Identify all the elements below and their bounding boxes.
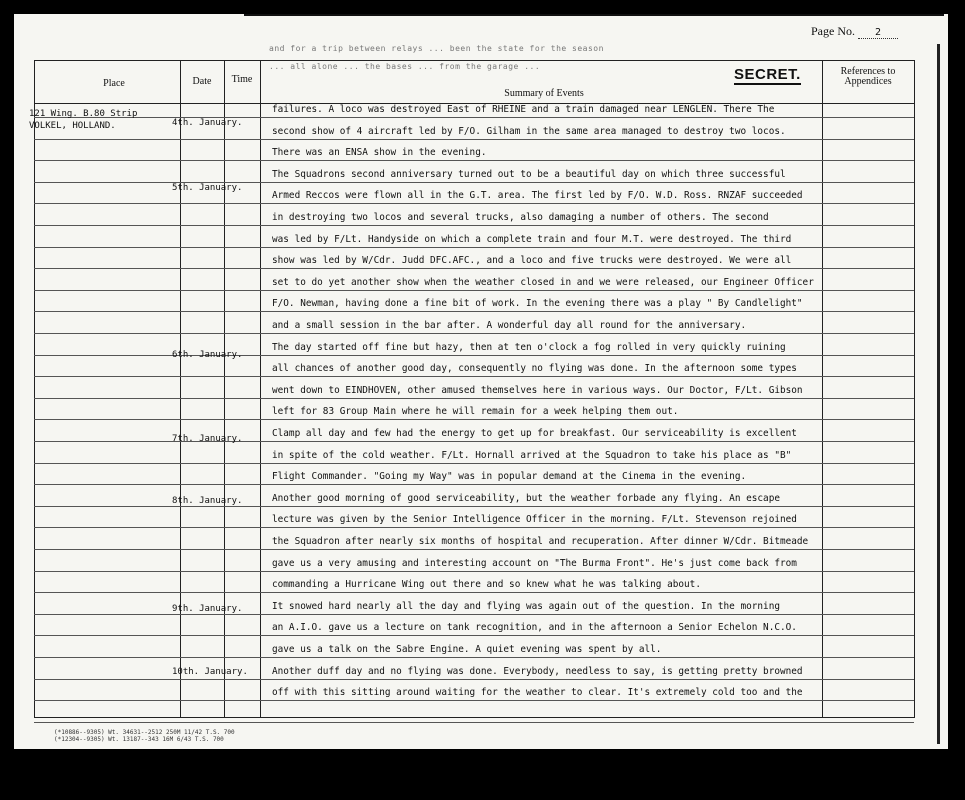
ruled-line (34, 700, 914, 701)
summary-line: Clamp all day and few had the energy to get up for breakfast. Our serviceability is excellent (272, 428, 797, 439)
ruled-line (34, 203, 914, 204)
summary-line: an A.I.O. gave us a lecture on tank recognition, and in the afternoon a Senior Echelon N.C.O. (272, 622, 797, 634)
summary-line: Armed Reccos were flown all in the G.T. area. The first led by F/O. W.D. Ross. RNZAF succeeded (272, 190, 803, 202)
col-header-references: References to Appendices (840, 66, 896, 87)
date-entry: 6th. January. (172, 350, 243, 360)
ruled-line (34, 441, 914, 442)
summary-line: The Squadrons second anniversary turned out to be a beautiful day on which three successful (272, 168, 786, 180)
ruled-line (34, 268, 914, 269)
ruled-line (34, 571, 914, 572)
date-entry: 4th. January. (172, 118, 243, 128)
summary-line: It snowed hard nearly all the day and flying was again out of the question. In the morning (272, 600, 780, 612)
ruled-line (34, 592, 914, 593)
faint-bleed-text-2: ... all alone ... the bases ... from the garage ... (269, 62, 541, 71)
ruled-line (34, 117, 914, 118)
ruled-line (34, 398, 914, 399)
summary-line: Another duff day and no flying was done. Everybody, needless to say, is getting pretty browned (272, 665, 803, 677)
ruled-line (34, 614, 914, 615)
date-entry: 5th. January. (172, 183, 243, 193)
ruled-line (34, 527, 914, 528)
ruled-line (34, 635, 914, 636)
summary-line: There was an ENSA show in the evening. (272, 147, 487, 159)
ruled-line (34, 484, 914, 485)
summary-line: The day started off fine but hazy, then at ten o'clock a fog rolled in very quickly ruining (272, 341, 786, 353)
ruled-line (34, 463, 914, 464)
summary-line: the Squadron after nearly six months of hospital and recuperation. After dinner W/Cdr. Bitmeade (272, 536, 809, 547)
ruled-line (34, 333, 914, 334)
page-number-value: 2 (858, 27, 898, 39)
summary-line: F/O. Newman, having done a fine bit of work. In the evening there was a play " By Candlelight" (272, 298, 803, 310)
date-entry: 10th. January. (172, 667, 248, 677)
footer-line-1: (*10886--9305) Wt. 34631--2512 250M 11/42 T.S. 700 (54, 729, 235, 736)
page-number (811, 24, 898, 39)
summary-line: was led by F/Lt. Handyside on which a complete train and four M.T. were destroyed. The third (272, 233, 792, 245)
sheet-top-edge (244, 14, 944, 16)
ruled-line (34, 376, 914, 377)
summary-line: failures. A loco was destroyed East of RHEINE and a train damaged near LENGLEN. There The (272, 104, 775, 115)
ruled-line (34, 549, 914, 550)
summary-line: lecture was given by the Senior Intelligence Officer in the morning. F/Lt. Stevenson rejoined (272, 514, 797, 526)
place-line-2: VOLKEL, HOLLAND. (29, 121, 116, 131)
sheet-right-edge (937, 44, 940, 744)
summary-line: gave us a talk on the Sabre Engine. A quiet evening was spent by all. (272, 644, 662, 655)
form-footer (54, 729, 235, 743)
ruled-line (34, 419, 914, 420)
summary-line: show was led by W/Cdr. Judd DFC.AFC., and a loco and five trucks were destroyed. We were all (272, 255, 792, 267)
ruled-line (34, 722, 914, 723)
ruled-line (34, 247, 914, 248)
summary-line: in destroying two locos and several trucks, also damaging a number of others. The second (272, 212, 769, 223)
summary-line: second show of 4 aircraft led by F/O. Gilham in the same area managed to destroy two locos. (272, 125, 786, 137)
summary-line: left for 83 Group Main where he will remain for a week helping them out. (272, 406, 679, 418)
col-header-summary: Summary of Events (504, 88, 584, 99)
ruled-line (34, 311, 914, 312)
ruled-line (34, 355, 914, 356)
footer-line-2: (*12304--9305) Wt. 13187--343 16M 6/43 T.S. 700 (54, 736, 224, 743)
ruled-line (34, 225, 914, 226)
summary-line: went down to EINDHOVEN, other amused themselves here in various ways. Our Doctor, F/Lt. Gibson (272, 384, 803, 396)
summary-line: set to do yet another show when the weather closed in and we were released, our Engineer Officer (272, 276, 814, 288)
summary-line: all chances of another good day, consequently no flying was done. In the afternoon some types (272, 363, 797, 375)
summary-line: in spite of the cold weather. F/Lt. Hornall arrived at the Squadron to take his place as "B" (272, 449, 792, 461)
summary-line: Flight Commander. "Going my Way" was in popular demand at the Cinema in the evening. (272, 471, 747, 483)
summary-line: gave us a very amusing and interesting account on "The Burma Front". He's just come back from (272, 557, 797, 569)
summary-line: off with this sitting around waiting for the weather to clear. It's extremely cold too and the (272, 687, 803, 699)
ruled-line (34, 679, 914, 680)
ruled-line (34, 139, 914, 140)
ruled-line (34, 182, 914, 183)
date-entry: 8th. January. (172, 496, 243, 506)
faint-bleed-text-1: and for a trip between relays ... been the state for the season (269, 44, 604, 53)
date-entry: 7th. January. (172, 434, 243, 444)
page-label: Page No. (811, 24, 855, 38)
place-line-1: 121 Wing. B.80 Strip (29, 109, 138, 119)
col-header-time: Time (231, 74, 253, 85)
ruled-line (34, 290, 914, 291)
summary-line: and a small session in the bar after. A wonderful day all round for the anniversary. (272, 320, 747, 331)
secret-stamp: SECRET. (734, 66, 801, 83)
col-header-place: Place (103, 78, 125, 89)
form-sheet (14, 14, 948, 749)
summary-line: commanding a Hurricane Wing out there and so knew what he was talking about. (272, 579, 701, 591)
ruled-line (34, 160, 914, 161)
ruled-line (34, 506, 914, 507)
date-entry: 9th. January. (172, 604, 243, 614)
ruled-line (34, 657, 914, 658)
summary-line: Another good morning of good serviceability, but the weather forbade any flying. An escape (272, 492, 780, 504)
col-header-date: Date (192, 76, 212, 87)
